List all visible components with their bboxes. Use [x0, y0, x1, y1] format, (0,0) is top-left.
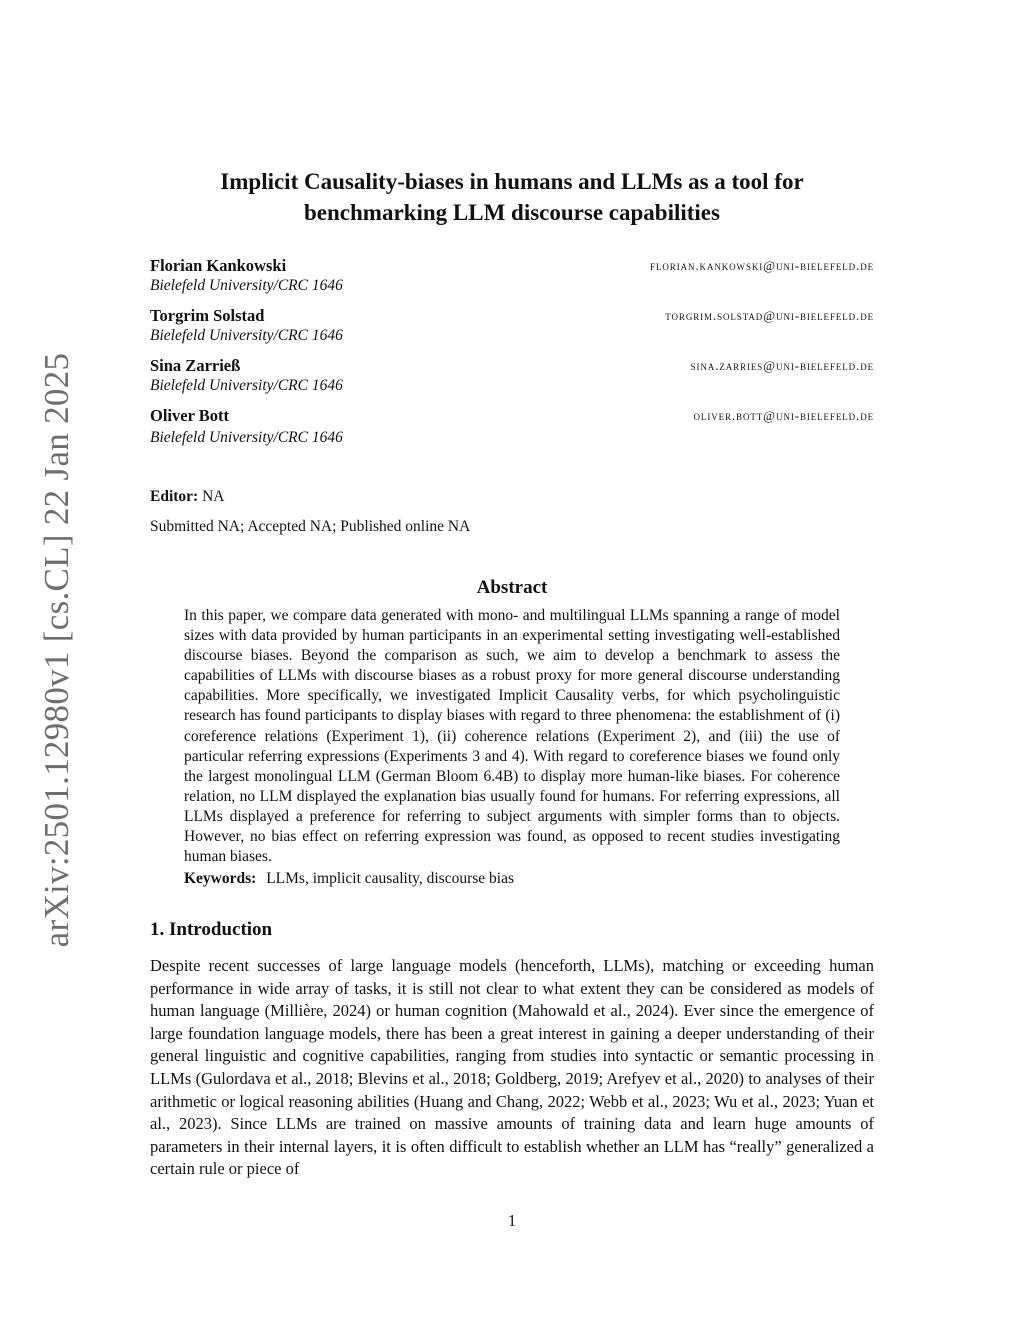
- author-affiliation: Bielefeld University/CRC 1646: [150, 377, 343, 394]
- keywords-line: [184, 870, 514, 888]
- author-email[interactable]: torgrim.solstad@uni-bielefeld.de: [665, 308, 874, 323]
- author-name: Torgrim Solstad: [150, 306, 265, 325]
- introduction-text: Despite recent successes of large language models (henceforth, LLMs), matching or exceeding human performance in wide array of tasks, it is still not clear to what extent they can be considered as models of human language (Millière, 2024) or human cognition (Mahowald et al., 2024). Ever since the emergence of large foundation language models, there has been a great interest in gaining a deeper understanding of their general linguistic and cognitive capabilities, ranging from studies into syntactic or semantic processing in LLMs (Gulordava et al., 2018; Blevins et al., 2018; Goldberg, 2019; Arefyev et al., 2020) to analyses of their arithmetic or logical reasoning abilities (Huang and Chang, 2022; Webb et al., 2023; Wu et al., 2023; Yuan et al., 2023). Since LLMs are trained on massive amounts of training data and learn huge amounts of parameters in their internal layers, it is often difficult to establish whether an LLM has “really” generalized a certain rule or piece of: [150, 956, 874, 1179]
- author-affiliation: Bielefeld University/CRC 1646: [150, 277, 343, 294]
- author-email[interactable]: sina.zarries@uni-bielefeld.de: [690, 358, 874, 373]
- author-email[interactable]: oliver.bott@uni-bielefeld.de: [693, 408, 874, 423]
- keywords-label: Keywords:: [184, 870, 257, 887]
- section-heading-introduction: 1. Introduction: [150, 919, 273, 940]
- page-number: 1: [507, 1211, 517, 1230]
- author-affiliation: Bielefeld University/CRC 1646: [150, 327, 343, 344]
- paper-title: Implicit Causality-biases in humans and LLMs as a tool for benchmarking LLM discourse capabilities: [220, 169, 804, 225]
- keywords-value: LLMs, implicit causality, discourse bias: [266, 870, 515, 887]
- submission-info: Submitted NA; Accepted NA; Published online NA: [150, 518, 471, 535]
- author-block: [150, 306, 874, 346]
- author-block: [150, 256, 874, 296]
- abstract-heading: Abstract: [476, 577, 548, 598]
- author-email[interactable]: florian.kankowski@uni-bielefeld.de: [650, 258, 874, 273]
- abstract-text: In this paper, we compare data generated with mono- and multilingual LLMs spanning a range of model sizes with data provided by human participants in an experimental setting investigating well-established discourse biases. Beyond the comparison as such, we aim to develop a benchmark to assess the capabilities of LLMs with discourse biases as a robust proxy for more general discourse understanding capabilities. More specifically, we investigated Implicit Causality verbs, for which psycholinguistic research has found participants to display biases with regard to three phenomena: the establishment of (i) coreference relations (Experiment 1), (ii) coherence relations (Experiment 2), and (iii) the use of particular referring expressions (Experiments 3 and 4). With regard to coreference biases we found only the largest monolingual LLM (German Bloom 6.4B) to display more human-like biases. For coherence relation, no LLM displayed the explanation bias usually found for humans. For referring expressions, all LLMs displayed a preference for referring to subject arguments with simpler forms than to objects. However, no bias effect on referring expression was found, as opposed to recent studies investigating human biases.: [184, 607, 840, 866]
- editor-label: Editor:: [150, 488, 199, 505]
- arxiv-identifier: arXiv:2501.12980v1 [cs.CL] 22 Jan 2025: [37, 352, 76, 948]
- editor-line: [150, 488, 224, 506]
- author-block: [150, 406, 874, 448]
- author-name: Florian Kankowski: [150, 256, 287, 275]
- author-name: Oliver Bott: [150, 406, 229, 425]
- author-block: [150, 356, 874, 396]
- author-name: Sina Zarrieß: [150, 356, 241, 375]
- author-affiliation: Bielefeld University/CRC 1646: [150, 429, 343, 446]
- editor-value: NA: [202, 488, 225, 505]
